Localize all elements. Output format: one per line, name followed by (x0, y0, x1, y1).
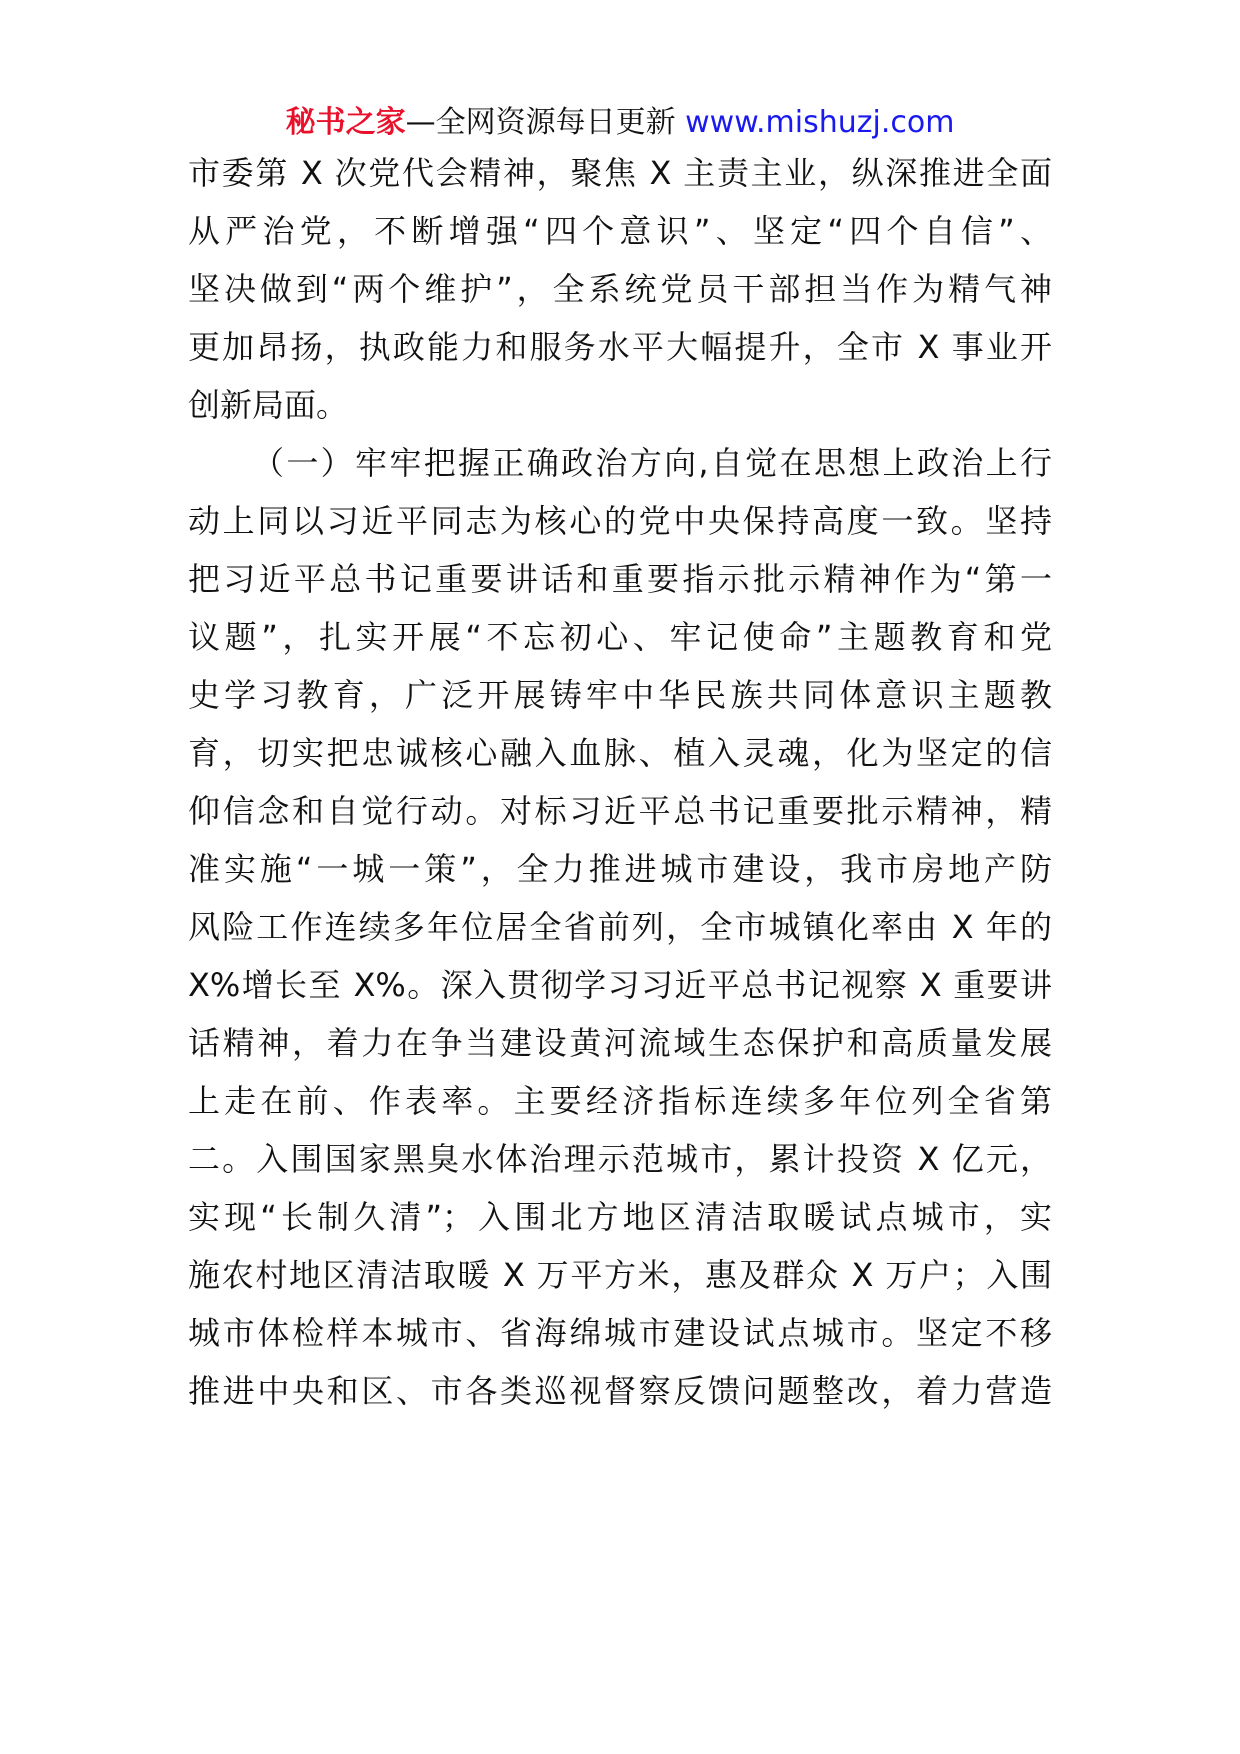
text-line: 上走在前、作表率。主要经济指标连续多年位列全省第 (188, 1082, 1052, 1120)
text-line: 话精神，着力在争当建设黄河流域生态保护和高质量发展 (188, 1024, 1052, 1062)
text-line: 城市体检样本城市、省海绵城市建设试点城市。坚定不移 (188, 1314, 1052, 1352)
text-line: 从严治党，不断增强“四个意识”、坚定“四个自信”、 (188, 212, 1052, 250)
text-line: 动上同以习近平同志为核心的党中央保持高度一致。坚持 (188, 502, 1052, 540)
text-line: 仰信念和自觉行动。对标习近平总书记重要批示精神，精 (188, 792, 1052, 830)
brand-name: 秘书之家 (285, 105, 406, 140)
text-line: 创新局面。 (188, 386, 349, 424)
text-line: 更加昂扬，执政能力和服务水平大幅提升，全市 X 事业开 (188, 328, 1052, 366)
text-line: 把习近平总书记重要讲话和重要指示批示精神作为“第一 (188, 560, 1052, 598)
text-line: 实现“长制久清”；入围北方地区清洁取暖试点城市，实 (188, 1198, 1052, 1236)
text-line: 施农村地区清洁取暖 X 万平方米，惠及群众 X 万户；入围 (188, 1256, 1052, 1294)
paragraph-heading-line: （一）牢牢把握正确政治方向,自觉在思想上政治上行 (252, 444, 1052, 482)
text-line: 坚决做到“两个维护”，全系统党员干部担当作为精气神 (188, 270, 1052, 308)
text-line: X%增长至 X%。深入贯彻学习习近平总书记视察 X 重要讲 (188, 966, 1052, 1004)
header-tagline: —全网资源每日更新 (405, 105, 686, 140)
text-line: 育，切实把忠诚核心融入血脉、植入灵魂，化为坚定的信 (188, 734, 1052, 772)
text-line: 议题”，扎实开展“不忘初心、牢记使命”主题教育和党 (188, 618, 1052, 656)
text-line: 准实施“一城一策”，全力推进城市建设，我市房地产防 (188, 850, 1052, 888)
text-line: 史学习教育，广泛开展铸牢中华民族共同体意识主题教 (188, 676, 1052, 714)
text-line: 二。入围国家黑臭水体治理示范城市，累计投资 X 亿元， (188, 1140, 1052, 1178)
website-link[interactable]: www.mishuzj.com (685, 105, 955, 140)
text-line: 推进中央和区、市各类巡视督察反馈问题整改，着力营造 (188, 1372, 1052, 1410)
text-line: 风险工作连续多年位居全省前列，全市城镇化率由 X 年的 (188, 908, 1052, 946)
text-line: 市委第 X 次党代会精神，聚焦 X 主责主业，纵深推进全面 (188, 154, 1052, 192)
